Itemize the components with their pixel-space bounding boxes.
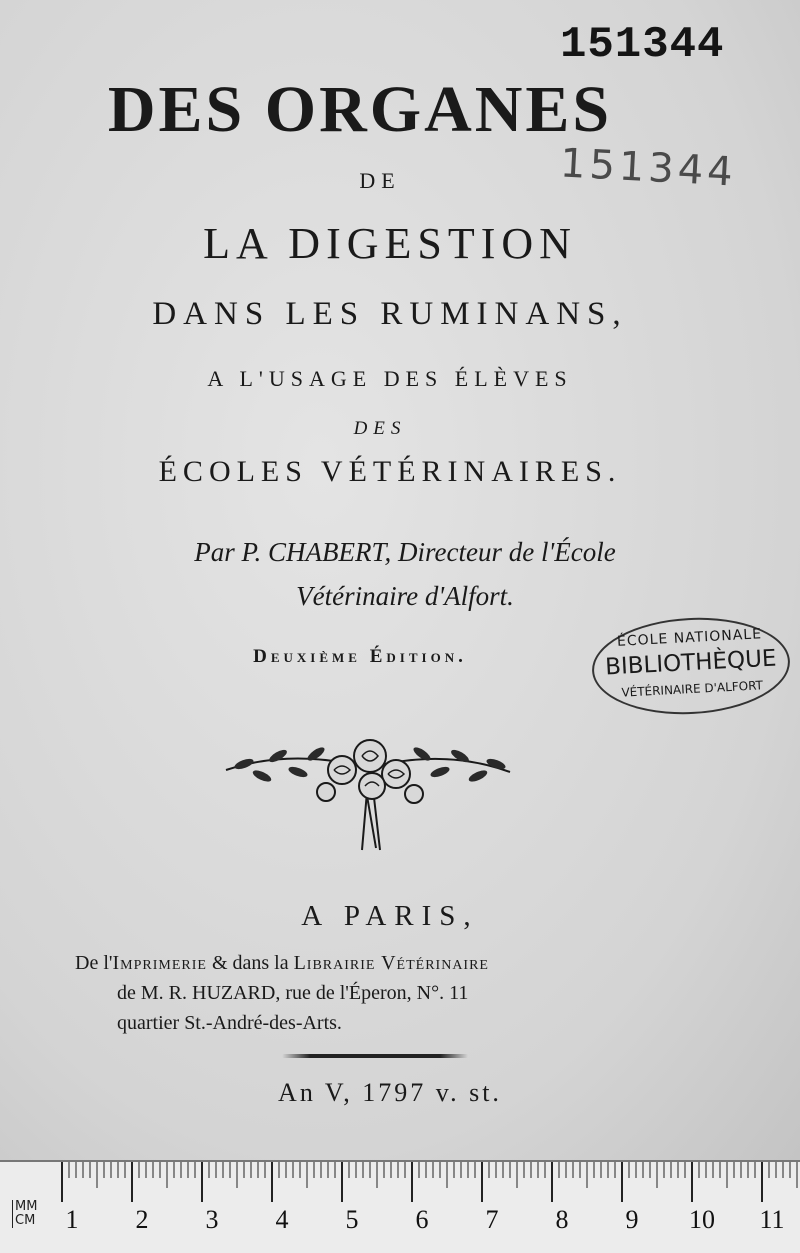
imprint-line-2: de M. R. HUZARD, rue de l'Éperon, N°. 11	[117, 982, 469, 1004]
stamp-top-text: ÉCOLE NATIONALE	[616, 626, 763, 650]
imprint-date: An V, 1797 v. st.	[278, 1078, 502, 1107]
ruler-number: 3	[205, 1205, 219, 1234]
title-line-7: ÉCOLES VÉTÉRINAIRES.	[158, 455, 622, 488]
ruler-number: 2	[135, 1205, 149, 1234]
stamp-middle-text: BIBLIOTHÈQUE	[604, 645, 778, 681]
imprint-block	[75, 948, 775, 1038]
edition-statement: Deuxième Édition.	[253, 646, 467, 667]
measurement-ruler	[0, 1160, 800, 1253]
ruler-number: 6	[415, 1205, 429, 1234]
title-line-4: DANS LES RUMINANS,	[152, 296, 628, 332]
imprint-line-1: De l'Imprimerie & dans la Librairie Vétérinaire	[75, 952, 489, 974]
ruler-unit-label: MM CM	[12, 1200, 37, 1228]
stamp-bottom-text: VÉTÉRINAIRE D'ALFORT	[621, 678, 764, 700]
title-line-3: LA DIGESTION	[203, 219, 577, 268]
title-line-2: DE	[359, 168, 401, 193]
ruler-number: 10	[689, 1205, 715, 1234]
handwritten-shelfmark: 151344	[558, 140, 738, 196]
imprint-line-3: quartier St.-André-des-Arts.	[117, 1012, 342, 1034]
author-line-2: Vétérinaire d'Alfort.	[296, 581, 514, 611]
author-block	[85, 530, 725, 618]
ruler-number: 7	[485, 1205, 499, 1234]
ruler-number: 4	[275, 1205, 289, 1234]
ruler-number: 1	[65, 1205, 79, 1234]
divider-rule	[282, 1054, 468, 1058]
ruler-number: 8	[555, 1205, 569, 1234]
title-line-6: DES	[353, 418, 407, 439]
author-line-1: Par P. CHABERT, Directeur de l'École	[194, 537, 616, 567]
ruler-ticks	[0, 1162, 800, 1253]
imprint-city: A PARIS,	[301, 900, 479, 932]
ruler-number: 5	[345, 1205, 359, 1234]
title-line-5: A L'USAGE DES ÉLÈVES	[207, 366, 573, 391]
library-stamp	[590, 613, 793, 719]
shelfmark-number: 151344	[560, 20, 725, 70]
title-line-1: DES ORGANES	[107, 73, 613, 146]
ruler-number: 11	[759, 1205, 785, 1234]
ruler-number: 9	[625, 1205, 639, 1234]
floral-bouquet-ornament-icon	[222, 720, 514, 854]
